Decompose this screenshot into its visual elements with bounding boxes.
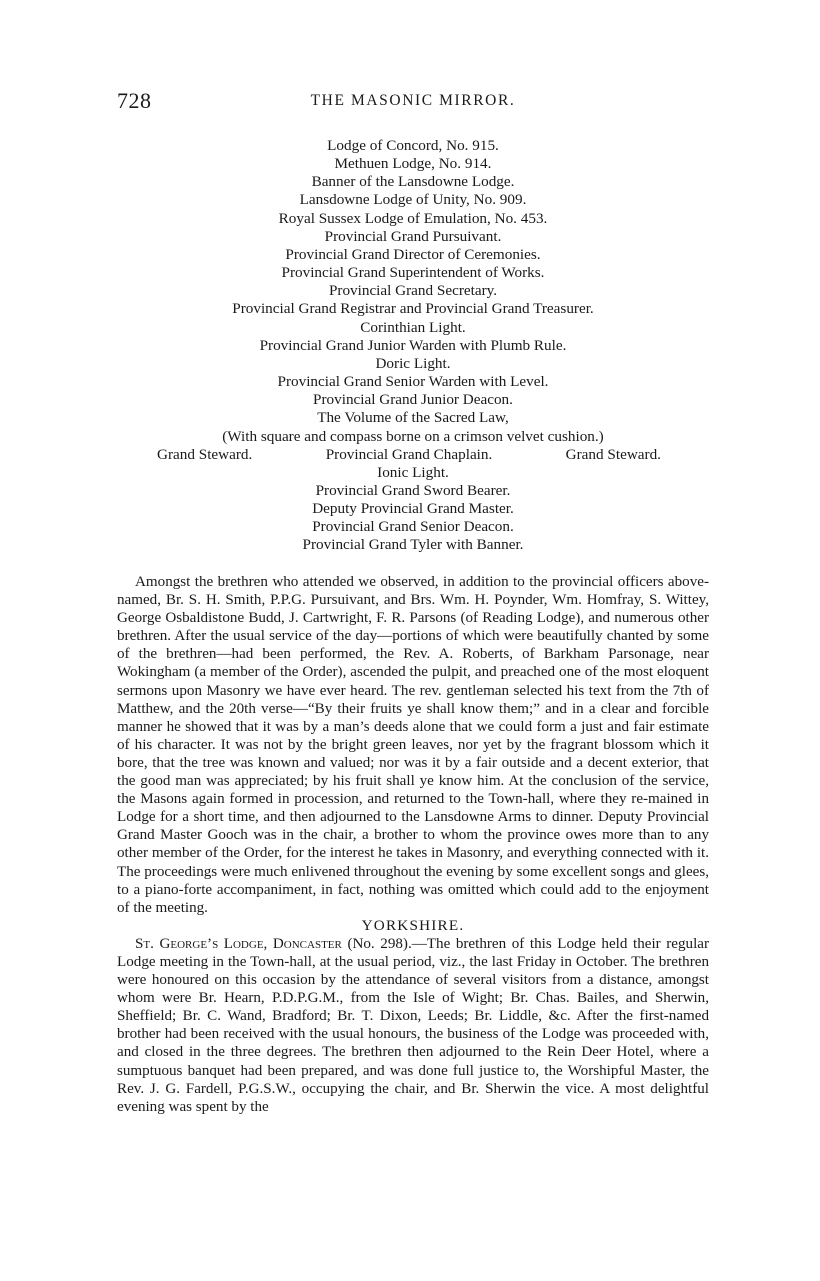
grand-steward-left: Grand Steward. (157, 445, 253, 463)
procession-line: Provincial Grand Junior Deacon. (313, 391, 513, 409)
procession-line: The Volume of the Sacred Law, (317, 409, 509, 427)
procession-line: (With square and compass borne on a crimson velvet cushion.) (222, 427, 604, 445)
paragraph-st-georges-text: (No. 298).—The brethren of this Lodge held their regular Lodge meeting in the Town-hall, at the usual period, viz., the last Friday in October. The brethren were honoured on this occasion by the attendance of several visitors from a distance, amongst whom were Br. Hearn, P.D.P.G.M., from the Isle of Wight; Br. Chas. Bailes, and Sherwin, Sheffield; Br. C. Wand, Bradford; Br. T. Dixon, Leeds; Br. Liddle, &c. After the first-named brother had been received with the usual honours, the business of the Lodge was proceeded with, and closed in the three degrees. The brethren then adjourned to the Rein Deer Hotel, where a sumptuous banquet had been prepared, and was done full justice to, the Worshipful Master, the Rev. J. G. Fardell, P.G.S.W., occupying the chair, and Br. Sherwin the vice. A most delightful evening was spent by the (117, 935, 709, 1115)
procession-line: Provincial Grand Senior Deacon. (312, 518, 514, 536)
section-heading-yorkshire: YORKSHIRE. (361, 916, 465, 934)
procession-line: Provincial Grand Registrar and Provincial Grand Treasurer. (232, 300, 594, 318)
procession-line: Lodge of Concord, No. 915. (327, 137, 499, 154)
procession-line: Corinthian Light. (360, 318, 466, 336)
procession-line: Provincial Grand Junior Warden with Plumb Rule. (259, 336, 567, 354)
procession-line: Provincial Grand Director of Ceremonies. (285, 245, 541, 263)
page-header (117, 88, 709, 116)
procession-line: Provincial Grand Sword Bearer. (315, 481, 511, 499)
procession-line: Doric Light. (375, 354, 451, 372)
procession-line: Provincial Grand Senior Warden with Level. (277, 373, 549, 391)
lodge-name-lead: St. George’s Lodge, Doncaster (135, 935, 342, 952)
procession-line: Provincial Grand Secretary. (328, 282, 498, 300)
running-title: THE MASONIC MIRROR. (310, 92, 516, 109)
procession-line: Methuen Lodge, No. 914. (334, 155, 492, 173)
grand-steward-right: Grand Steward. (565, 445, 661, 463)
procession-list (117, 137, 709, 555)
grand-chaplain: Provincial Grand Chaplain. (325, 445, 493, 463)
procession-line: Banner of the Lansdowne Lodge. (311, 173, 515, 191)
procession-line: Provincial Grand Superintendent of Works. (281, 264, 545, 282)
page-number: 728 (117, 88, 152, 113)
procession-line: Ionic Light. (377, 463, 449, 481)
procession-line: Provincial Grand Pursuivant. (324, 227, 502, 245)
procession-line: Royal Sussex Lodge of Emulation, No. 453. (278, 209, 548, 227)
article-body (117, 573, 709, 1116)
procession-line: Lansdowne Lodge of Unity, No. 909. (299, 191, 527, 209)
procession-line: Deputy Provincial Grand Master. (312, 500, 514, 518)
procession-triple-line (117, 446, 709, 464)
procession-line: Provincial Grand Tyler with Banner. (302, 536, 524, 554)
paragraph-st-georges-lodge (117, 935, 709, 1116)
paragraph-brethren: Amongst the brethren who attended we observed, in addition to the provincial officers above-named, Br. S. H. Smith, P.P.G. Pursuivant, and Brs. Wm. H. Poynder, Wm. Homfray, S. Wittey, George Osbaldistone Budd, J. Cartwright, F. R. Parsons (of Reading Lodge), and numerous other brethren. After the usual service of the day—portions of which were beautifully chanted by some of the brethren—had been performed, the Rev. A. Roberts, of Barkham Parsonage, near Wokingham (a member of the Order), ascended the pulpit, and preached one of the most eloquent sermons upon Masonry we have ever heard. The rev. gentleman selected his text from the 7th of Matthew, and the 20th verse—“By their fruits ye shall know them;” and in a clear and forcible manner he showed that it was by a man’s deeds alone that we could form a just and fair estimate of his character. It was not by the bright green leaves, nor yet by the fragrant blossom which it bore, that the tree was known and valued; nor was it by a fair outside and a decent exterior, that the good man was appreciated; by his fruit shall ye know him. At the conclusion of the service, the Masons again formed in procession, and returned to the Town-hall, where they re-mained in Lodge for a short time, and then adjourned to the Lansdowne Arms to dinner. Deputy Provincial Grand Master Gooch was in the chair, a brother to whom the province owes more than to any other member of the Order, for the interest he takes in Masonry, and everything connected with it. The proceedings were much enlivened throughout the evening by some excellent songs and glees, to a piano-forte accompaniment, in fact, nothing was omitted which could add to the enjoyment of the meeting. (117, 574, 709, 916)
